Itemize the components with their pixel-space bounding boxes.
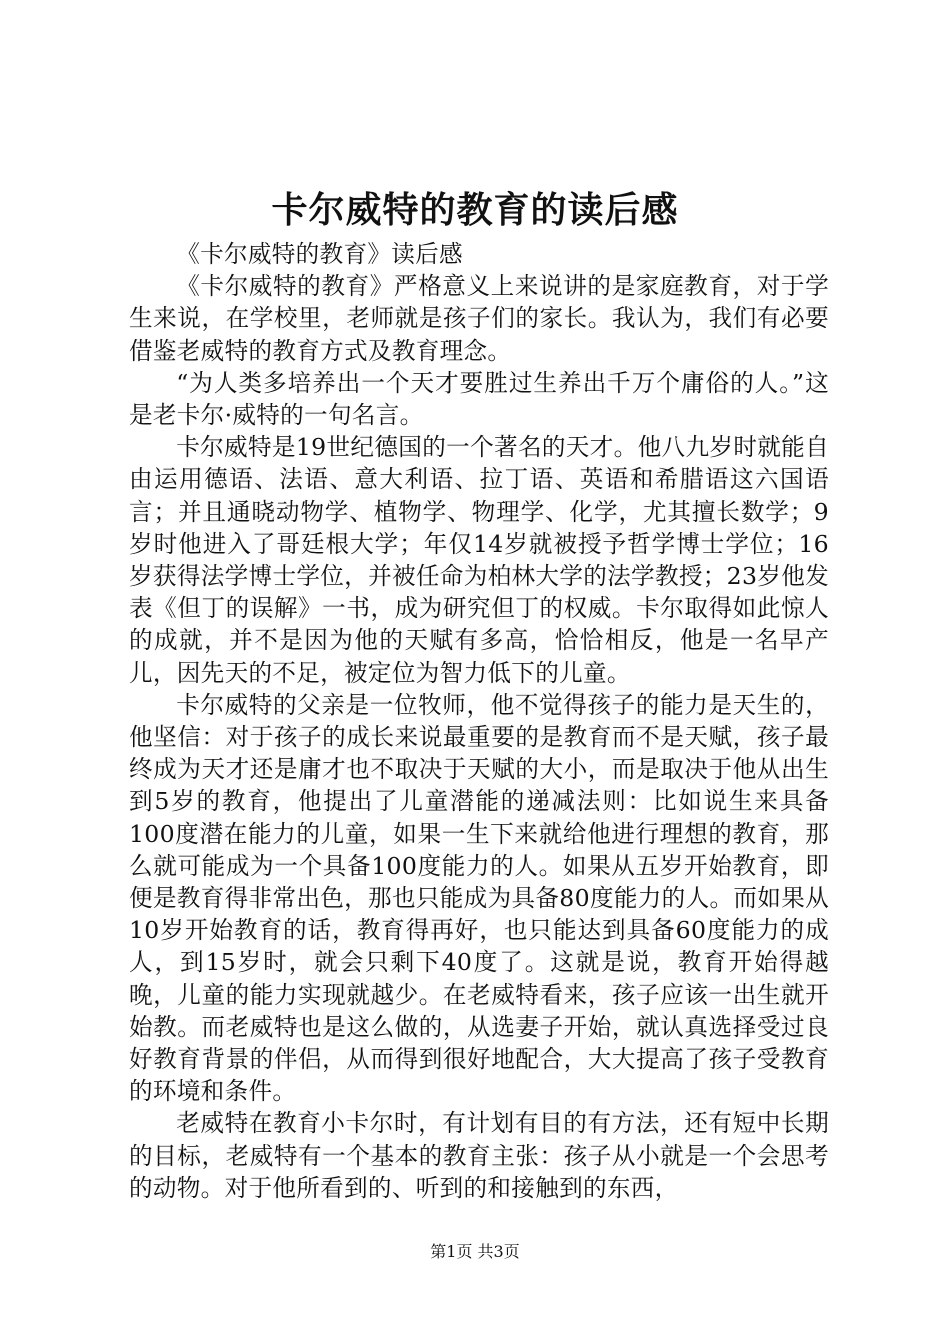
paragraph: 《卡尔威特的教育》严格意义上来说讲的是家庭教育，对于学生来说，在学校里，老师就是孩子们的家长。我认为，我们有必要借鉴老威特的教育方式及教育理念。 (129, 272, 829, 365)
paragraph-heading: 《卡尔威特的教育》读后感 (176, 240, 463, 268)
document-title: 卡尔威特的教育的读后感 (271, 189, 679, 231)
paragraph: 卡尔威特是19世纪德国的一个著名的天才。他八九岁时就能自由运用德语、法语、意大利语、拉丁语、英语和希腊语这六国语言；并且通晓动物学、植物学、物理学、化学，尤其擅长数学；9岁时他进入了哥廷根大学；年仅14岁就被授予哲学博士学位；16岁获得法学博士学位，并被任命为柏林大学的法学教授；23岁他发表《但丁的误解》一书，成为研究但丁的权威。卡尔取得如此惊人的成就，并不是因为他的天赋有多高，恰恰相反，他是一名早产儿，因先天的不足，被定位为智力低下的儿童。 (129, 433, 829, 687)
paragraph: 老威特在教育小卡尔时，有计划有目的有方法，还有短中长期的目标，老威特有一个基本的教育主张：孩子从小就是一个会思考的动物。对于他所看到的、听到的和接触到的东西， (129, 1109, 829, 1202)
page-number-footer: 第1页 共3页 (430, 1242, 520, 1261)
paragraph: 卡尔威特的父亲是一位牧师，他不觉得孩子的能力是天生的，他坚信：对于孩子的成长来说最重要的是教育而不是天赋，孩子最终成为天才还是庸才也不取决于天赋的大小，而是取决于他从出生到5岁的教育，他提出了儿童潜能的递减法则：比如说生来具备100度潜在能力的儿童，如果一生下来就给他进行理想的教育，那么就可能成为一个具备100度能力的人。如果从五岁开始教育，即便是教育得非常出色，那也只能成为具备80度能力的人。而如果从10岁开始教育的话，教育得再好，也只能达到具备60度能力的成人，到15岁时，就会只剩下40度了。这就是说，教育开始得越晚，儿童的能力实现就越少。在老威特看来，孩子应该一出生就开始教。而老威特也是这么做的，从选妻子开始，就认真选择受过良好教育背景的伴侣，从而得到很好地配合，大大提高了孩子受教育的环境和条件。 (129, 690, 829, 1106)
paragraph-quote: “为人类多培养出一个天才要胜过生养出千万个庸俗的人。”这是老卡尔·威特的一句名言。 (129, 368, 829, 430)
document-body (129, 238, 829, 1204)
